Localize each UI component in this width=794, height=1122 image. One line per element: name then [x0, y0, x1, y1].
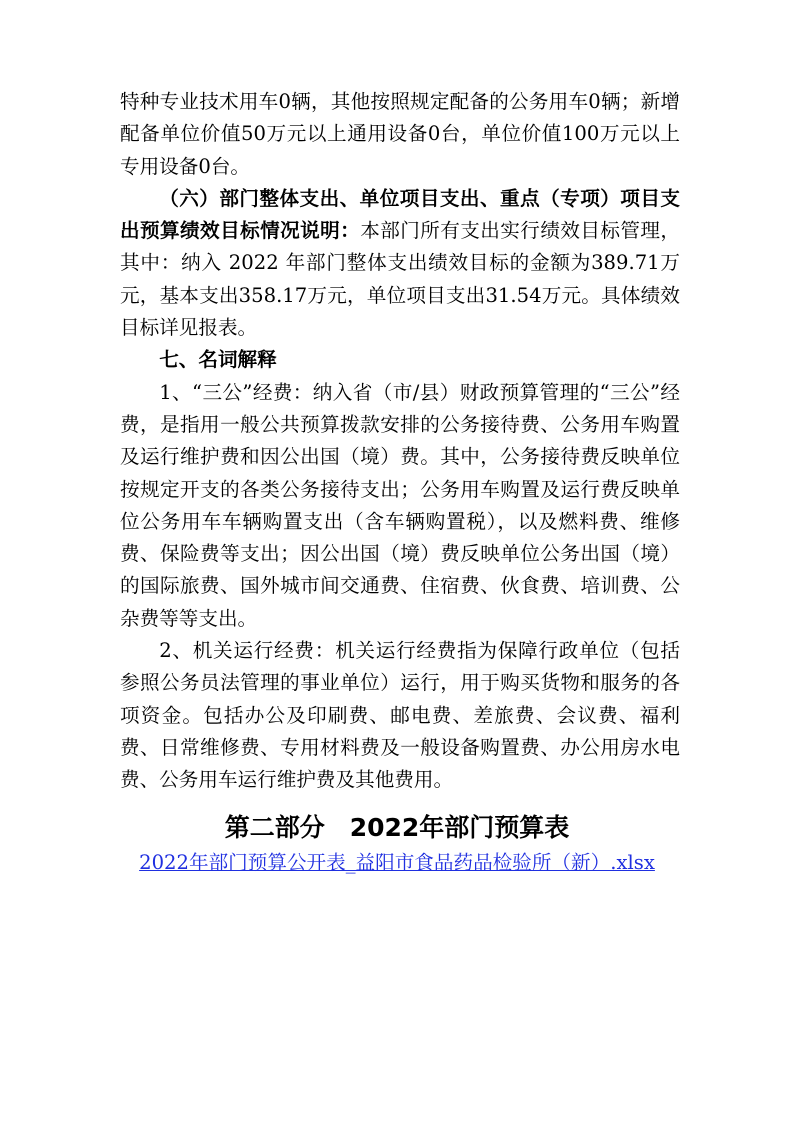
operating-expenses-definition: 2、机关运行经费：机关运行经费指为保障行政单位（包括参照公务员法管理的事业单位）运行，用于购买货物和服务的各项资金。包括办公及印刷费、邮电费、差旅费、会议费、福利费、日常维修费、专用材料费及一般设备购置费、办公用房水电费、公务用车运行维护费及其他费用。: [120, 639, 680, 792]
section-7-heading: 七、名词解释: [159, 348, 277, 372]
performance-heading: （六）部门整体支出、单位项目支出、重点（专项）项目支出预算绩效目标情况说明：: [120, 186, 680, 243]
budget-table-file-link[interactable]: 2022年部门预算公开表_益阳市食品药品检验所（新）.xlsx: [139, 851, 655, 874]
performance-paragraph: [120, 183, 680, 344]
vehicle-equipment-paragraph: 特种专业技术用车0辆，其他按照规定配备的公务用车0辆；新增配备单位价值50万元以上通用设备0台，单位价值100万元以上专用设备0台。: [120, 90, 680, 178]
part-two-title: 第二部分 2022年部门预算表: [224, 813, 570, 842]
performance-text: 本部门所有支出实行绩效目标管理，其中：纳入 2022 年部门整体支出绩效目标的金额为389.71万元，基本支出358.17万元，单位项目支出31.54万元。具体绩效目标详见报表。: [120, 219, 681, 340]
document-body: [120, 86, 680, 797]
three-public-expenses-definition: 1、“三公”经费：纳入省（市/县）财政预算管理的“三公”经费，是指用一般公共预算拨款安排的公务接待费、公务用车购置及运行维护费和因公出国（境）费。其中，公务接待费反映单位按规定开支的各类公务接待支出；公务用车购置及运行费反映单位公务用车车辆购置支出（含车辆购置税），以及燃料费、维修费、保险费等支出；因公出国（境）费反映单位公务出国（境）的国际旅费、国外城市间交通费、住宿费、伙食费、培训费、公杂费等等支出。: [120, 380, 680, 630]
